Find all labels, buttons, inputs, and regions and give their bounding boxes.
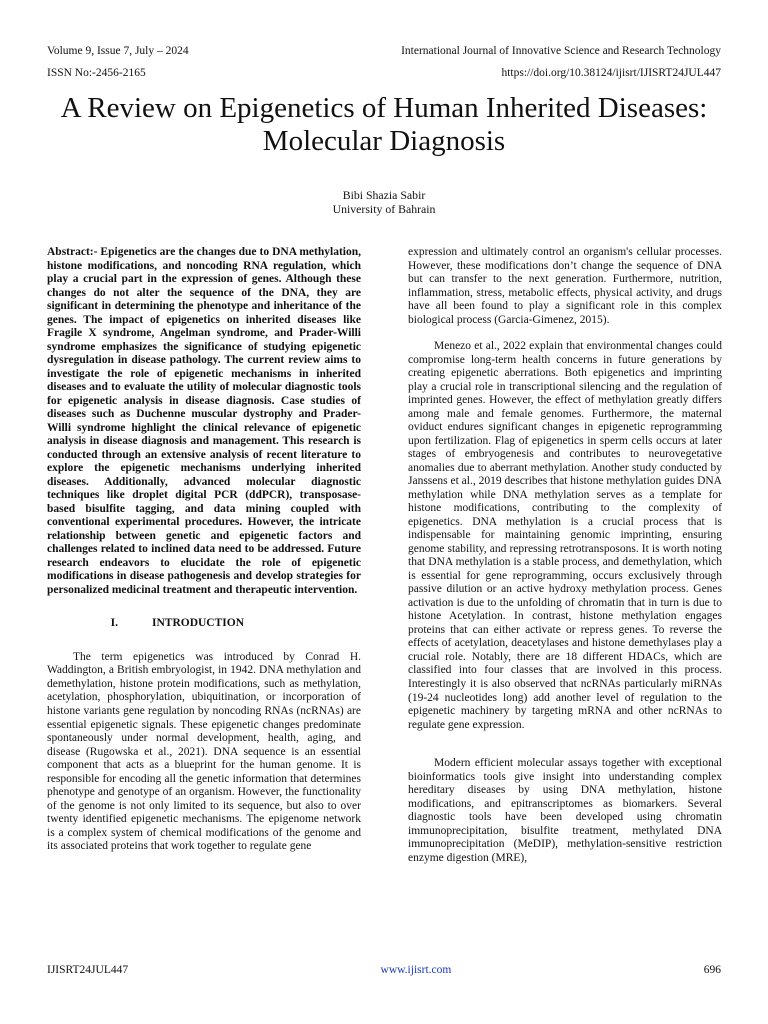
body-paragraph: Menezo et al., 2022 explain that environmental changes could compromise long-term health concerns in future generations by creating epigenetic aberrations. Both epigenetics and imprinting play a crucial role in transcriptional silencing and the regulation of imprinted genes. However, the effect of methylation greatly differs among male and female genomes. Furthermore, the maternal oviduct endures significant changes in epigenetic reprogramming upon fertilization. Flag of epigenetics in sperm cells occurs at later stages of embryogenesis and contributes to neurovegetative anomalies due to aberrant methylation. Another study conducted by Janssens et al., 2019 describes that histone methylation guides DNA methylation while DNA methylation serves as a template for histone modifications, contributing to the complexity of epigenetics. DNA methylation is a crucial process that is indispensable for maintaining genomic imprinting, ensuring genome stability, and repressing retrotransposons. It is worth noting that DNA methylation is a stable process, and demethylation, which is essential for gene reprogramming, occurs exclusively through passive dilution or an active hydroxy methylation process. Genes activation is due to the unfolding of chromatin that in turn is due to histone Acetylation. In contrast, histone methylation engages proteins that can either activate or repress genes. To reverse the effects of acetylation, deacetylases and histone demethylases play a crucial role. Notably, there are 18 different HDACs, which are classified into four classes that are involved in this process. Interestingly it is also observed that ncRNAs particularly miRNAs (19-24 nucleotides long) add another level of regulation to the epigenetic machinery by targeting mRNA and other ncRNAs to regulate gene expression. [408,340,722,731]
right-column [408,246,722,865]
website-link[interactable]: www.ijisrt.com [380,964,452,976]
left-column [47,246,361,854]
paper-title: A Review on Epigenetics of Human Inherited Diseases: Molecular Diagnosis [60,92,708,157]
author-affiliation: University of Bahrain [332,202,436,216]
running-header-top [47,44,721,58]
section-heading [47,617,361,631]
journal-name: International Journal of Innovative Science and Research Technology [401,45,721,57]
intro-paragraph: The term epigenetics was introduced by Conrad H. Waddington, a British embryologist, in 1942. DNA methylation and demethylation, histone protein modifications, such as methylation, acetylation, phosphorylation, ubiquitination, or incorporation of histone variants gene regulation by noncoding RNAs (ncRNAs) are essential epigenetic signals. These epigenetic changes predominate spontaneously under normal development, health, aging, and disease (Rugowska et al., 2021). DNA sequence is an essential component that acts as a blueprint for the human genome. It is responsible for encoding all the genetic information that determines phenotype and genotype of an organism. However, the functionality of the genome is not only limited to its sequence, but also to over twenty identified epigenetic mechanisms. The epigenome network is a complex system of chemical modifications of the genome and its associated proteins that work together to regulate gene [47,650,361,853]
section-number: I. [110,617,118,630]
page-footer [47,963,721,977]
running-header-bottom [47,66,721,80]
abstract: Abstract:- Epigenetics are the changes due to DNA methylation, histone modifications, and noncoding RNA regulation, which play a crucial part in the expression of genes. Although these changes do not alter the sequence of the DNA, they are significant in determining the phenotype and inheritance of the genes. The impact of epigenetics on inherited diseases like Fragile X syndrome, Angelman syndrome, and Prader-Willi syndrome emphasizes the significance of studying epigenetic dysregulation in disease pathology. The current review aims to investigate the role of epigenetic mechanisms in inherited diseases and to evaluate the utility of molecular diagnostic tools for epigenetic analysis in disease diagnosis. Case studies of diseases such as Duchenne muscular dystrophy and Prader-Willi syndrome highlight the clinical relevance of epigenetic analysis in disease diagnosis and management. This research is conducted through an extensive analysis of recent literature to explore the epigenetic mechanisms underlying inherited diseases. Additionally, advanced molecular diagnostic techniques like droplet digital PCR (ddPCR), transposase-based bisulfite tagging, and data mining coupled with conventional experimental procedures. However, the intricate relationship between genetic and epigenetic factors and challenges related to inclined data need to be addressed. Future research endeavors to elucidate the role of epigenetic modifications in disease pathogenesis and develop strategies for personalized medicinal treatment and therapeutic intervention. [47,246,361,596]
author-name: Bibi Shazia Sabir [342,188,426,202]
section-title: INTRODUCTION [152,617,245,630]
issn: ISSN No:-2456-2165 [47,67,146,79]
volume-info: Volume 9, Issue 7, July – 2024 [47,45,189,57]
article-code: IJISRT24JUL447 [47,964,129,976]
page-number: 696 [703,964,721,976]
author-block [0,188,768,216]
doi-link[interactable]: https://doi.org/10.38124/ijisrt/IJISRT24JUL447 [501,67,721,79]
body-paragraph: Modern efficient molecular assays together with exceptional bioinformatics tools give insight into understanding complex hereditary diseases by using DNA methylation, histone modifications, and epitranscriptomes as biomarkers. Several diagnostic tools have been developed using chromatin immunoprecipitation, bisulfite treatment, methylated DNA immunoprecipitation (MeDIP), methylation-sensitive restriction enzyme digestion (MRE), [408,757,722,864]
body-paragraph: expression and ultimately control an organism's cellular processes. However, these modifications don’t change the sequence of DNA but can transfer to the next generation. Furthermore, nutrition, inflammation, stress, metabolic effects, physical activity, and drugs have all been found to play a significant role in this complex biological process (Garcia-Gimenez, 2015). [408,246,722,326]
